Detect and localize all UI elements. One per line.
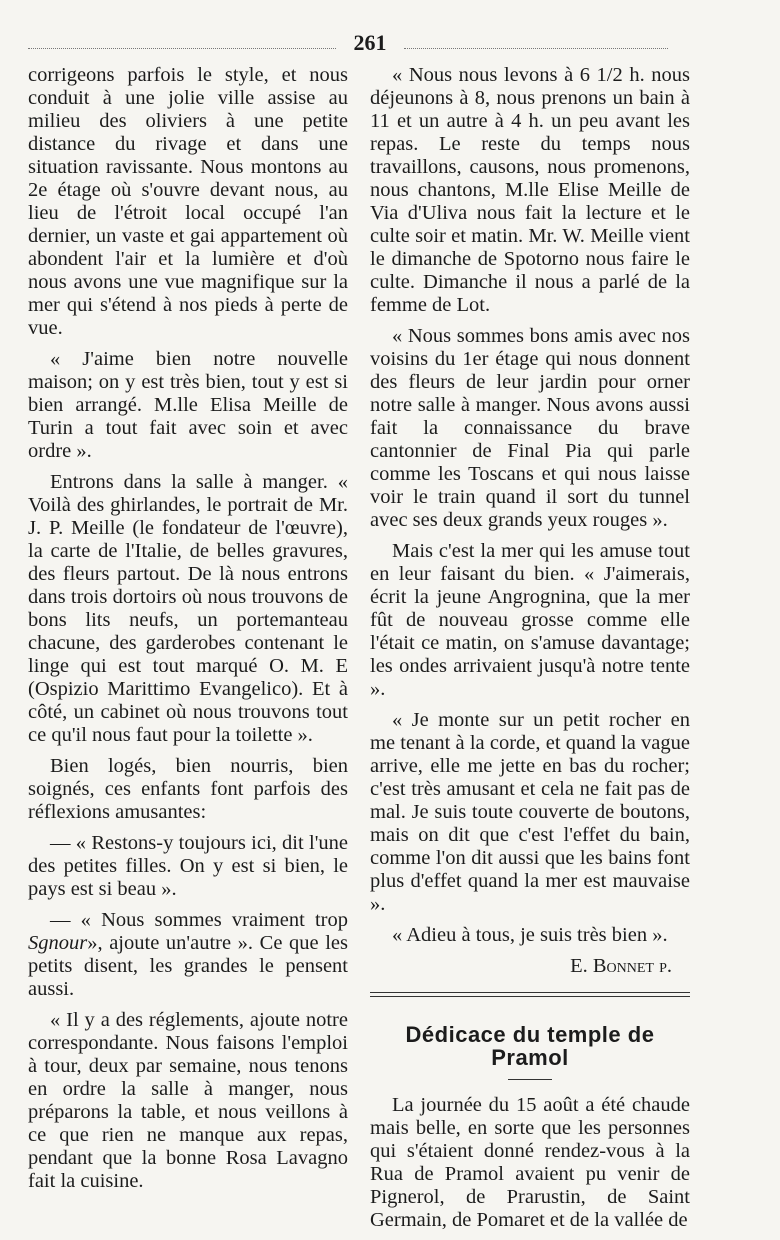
header-rule-left	[28, 48, 336, 49]
paragraph: « Nous sommes bons amis avec nos voisins du 1er étage qui nous donnent des fleurs de leur jardin pour orner notre salle à manger. Nous avons aussi fait la connaissance du brave cantonnier de Final Pia qui parle comme les Toscans et qui nous laisse voir le train quand il sort du tunnel avec ses deux grands yeux rouges ».	[370, 325, 690, 531]
left-column	[28, 64, 348, 1201]
section-title: Dédicace du temple de Pramol	[405, 1022, 655, 1070]
paragraph: « J'aime bien notre nouvelle maison; on y est très bien, tout y est si bien arrangé. M.lle Elisa Meille de Turin a tout fait avec soin et avec ordre ».	[28, 348, 348, 462]
page-header	[28, 30, 668, 66]
header-rule-right	[404, 48, 668, 49]
paragraph: « Il y a des réglements, ajoute notre correspondante. Nous faisons l'emploi à tour, deux par semaine, nous tenons en ordre la salle à manger, nous préparons la table, et nous veillons à ce que rien ne manque aux repas, pendant que la bonne Rosa Lavagno fait la cuisine.	[28, 1009, 348, 1192]
paragraph: Entrons dans la salle à manger. « Voilà des ghirlandes, le portrait de Mr. J. P. Meille (le fondateur de l'œuvre), la carte de l'Italie, de belles gravures, des fleurs partout. De là nous entrons dans trois dortoirs où nous trouvons de bons lits neufs, un portemanteau chacune, des garderobes contenant le linge qui est tout marqué O. M. E (Ospizio Marittimo Evangelico). Et à côté, un cabinet où nous trouvons tout ce qu'il nous faut pour la toilette ».	[28, 471, 348, 746]
paragraph: « Je monte sur un petit rocher en me tenant à la corde, et quand la vague arrive, elle me jette en bas du rocher; c'est très amusant et cela ne fait pas de mal. Je suis toute couverte de boutons, mais on dit que c'est l'effet du bain, comme l'on dit aussi que les bains font plus d'effet quand la mer est mauvaise ».	[370, 709, 690, 915]
paragraph: Bien logés, bien nourris, bien soignés, ces enfants font parfois des réflexions amusantes:	[28, 755, 348, 823]
paragraph: corrigeons parfois le style, et nous conduit à une jolie ville assise au milieu des oliviers à une petite distance du rivage et dans une situation ravissante. Nous montons au 2e étage où s'ouvre devant nous, au lieu de l'étroit local occupé l'an dernier, un vaste et gai appartement où abondent l'air et la lumière et d'où nous avons une vue magnifique sur la mer qui s'étend à nos pieds à perte de vue.	[28, 64, 348, 339]
dialect-word: Sgnour	[28, 932, 88, 954]
paragraph: « Nous nous levons à 6 1/2 h. nous déjeunons à 8, nous prenons un bain à 11 et un autre à 4 h. un peu avant les repas. Le reste du temps nous travaillons, causons, nous promenons, nous chantons, M.lle Elise Meille de Via d'Uliva nous fait la lecture et le culte soir et matin. Mr. W. Meille vient le dimanche de Spotorno nous faire le culte. Dimanche il nous a parlé de la femme de Lot.	[370, 64, 690, 316]
paragraph: « Adieu à tous, je suis très bien ».	[392, 924, 668, 946]
right-column	[370, 64, 690, 1240]
paragraph: Mais c'est la mer qui les amuse tout en leur faisant du bien. « J'aimerais, écrit la jeune Angrognina, que la mer fût de nouveau grosse comme elle l'était ce matin, on s'amuse davantage; les ondes arrivaient jusqu'à notre tente ».	[370, 540, 690, 700]
paragraph-sgnour	[28, 909, 348, 1001]
paragraph: La journée du 15 août a été chaude mais belle, en sorte que les personnes qui s'étaient donné rendez-vous à la Rua de Pramol avaient pu venir de Pignerol, de Prarustin, de Saint Germain, de Pomaret et de la vallée de	[370, 1094, 690, 1231]
author-signature: E. Bonnet p.	[570, 955, 672, 977]
quote-text: — « Nous sommes vraiment trop	[50, 909, 348, 931]
title-underline	[508, 1079, 552, 1080]
quote-continuation: », ajoute un'autre ». Ce que les petits disent, les grandes le pensent aussi.	[28, 932, 348, 1000]
page-number: 261	[353, 30, 387, 55]
paragraph: — « Restons-y toujours ici, dit l'une des petites filles. On y est si bien, le pays est si beau ».	[28, 832, 348, 900]
section-divider	[370, 992, 690, 997]
